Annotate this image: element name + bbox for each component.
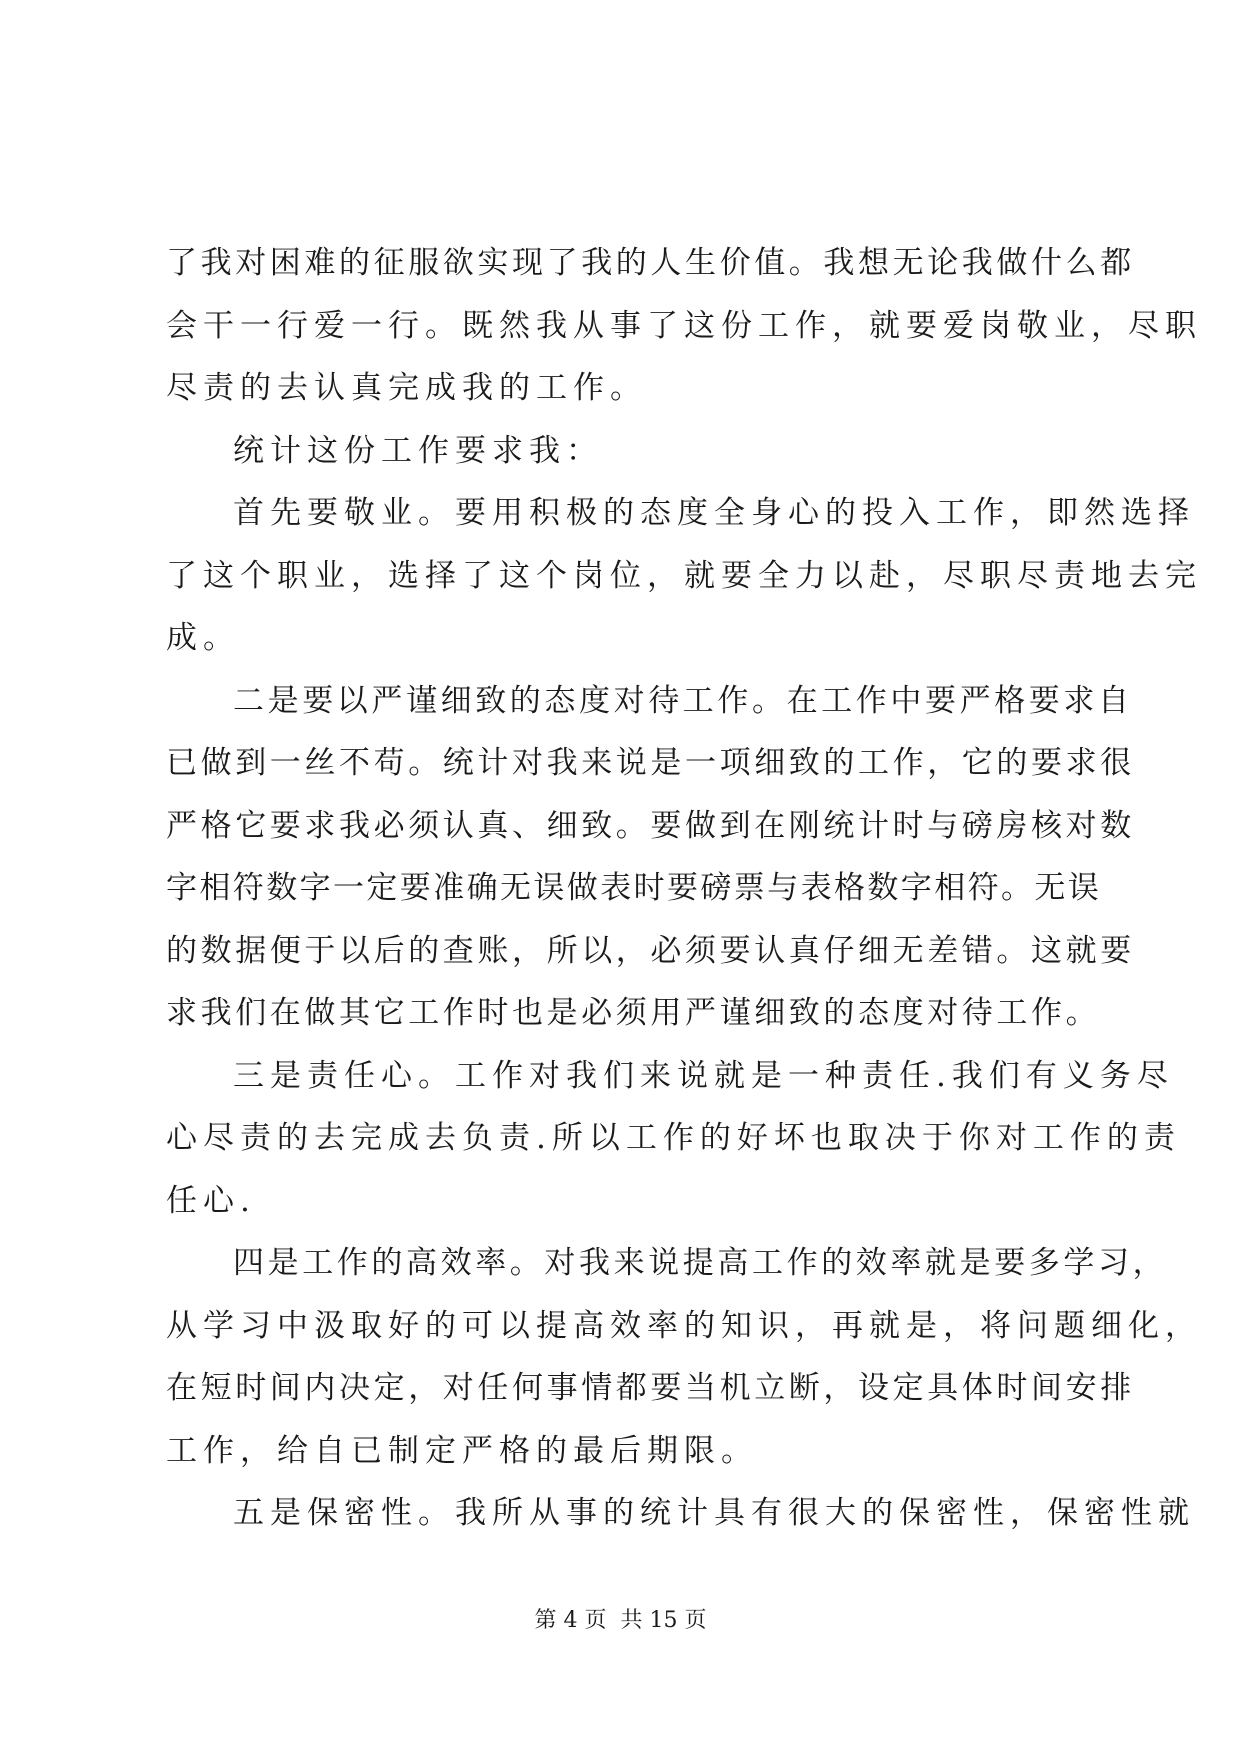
text-line: 的数据便于以后的查账，所以，必须要认真仔细无差错。这就要 (166, 932, 1135, 969)
text-line: 首先要敬业。要用积极的态度全身心的投入工作，即然选择 (233, 495, 1195, 531)
text-line: 会干一行爱一行。既然我从事了这份工作，就要爱岗敬业，尽职 (166, 307, 1202, 344)
text-line: 了我对困难的征服欲实现了我的人生价值。我想无论我做什么都 (166, 245, 1135, 281)
text-line: 尽责的去认真完成我的工作。 (166, 370, 647, 406)
text-line: 已做到一丝不苟。统计对我来说是一项细致的工作，它的要求很 (166, 745, 1135, 781)
text-line: 任心. (166, 1182, 256, 1219)
text-line: 从学习中汲取好的可以提高效率的知识，再就是，将问题细化， (166, 1307, 1202, 1344)
text-line: 五是保密性。我所从事的统计具有很大的保密性，保密性就 (233, 1495, 1195, 1531)
text-line: 工作，给自已制定严格的最后期限。 (166, 1432, 758, 1469)
text-line: 在短时间内决定，对任何事情都要当机立断，设定具体时间安排 (166, 1370, 1135, 1406)
text-line: 字相符数字一定要准确无误做表时要磅票与表格数字相符。无误 (166, 870, 1102, 906)
text-line: 严格它要求我必须认真、细致。要做到在刚统计时与磅房核对数 (166, 807, 1135, 844)
text-line: 二是要以严谨细致的态度对待工作。在工作中要严格要求自 (233, 682, 1133, 719)
text-line: 了这个职业，选择了这个岗位，就要全力以赴，尽职尽责地去完 (166, 557, 1202, 594)
text-line: 四是工作的高效率。对我来说提高工作的效率就是要多学习， (233, 1245, 1168, 1281)
text-line: 统计这份工作要求我： (233, 432, 603, 469)
text-line: 成。 (166, 620, 240, 656)
text-line: 三是责任心。工作对我们来说就是一种责任.我们有义务尽 (233, 1057, 1174, 1094)
text-line: 求我们在做其它工作时也是必须用严谨细致的态度对待工作。 (166, 995, 1101, 1031)
body-text (166, 232, 1202, 1545)
text-line: 心尽责的去完成去负责.所以工作的好坏也取决于你对工作的责 (166, 1120, 1181, 1156)
page-number: 第 4 页 共 15 页 (534, 1608, 707, 1633)
